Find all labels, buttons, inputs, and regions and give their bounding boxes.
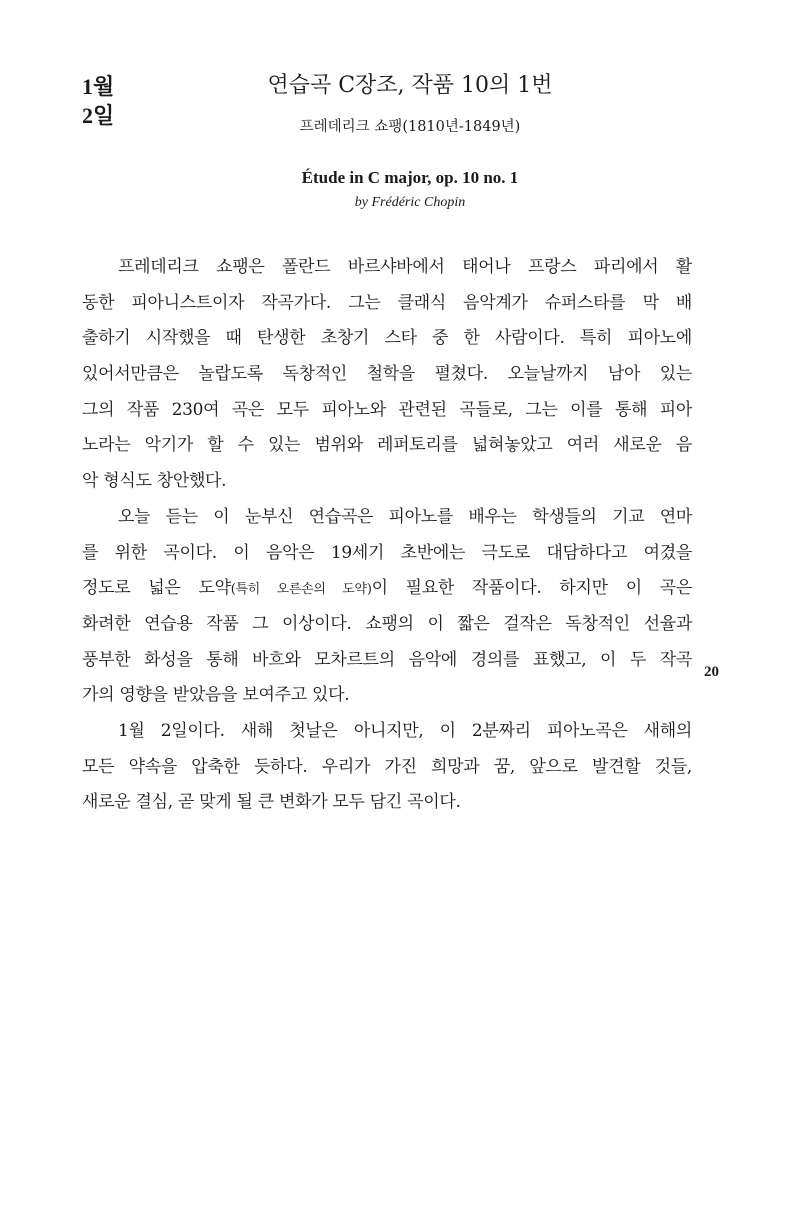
text-line: 프레데리크 쇼팽은 폴란드 바르샤바에서 태어나 프랑스 파리에서 활 [118, 257, 692, 277]
composer-korean-years: (1810년-1849년) [402, 119, 521, 135]
text-line: 악 형식도 창안했다. [82, 471, 227, 492]
date-marker [82, 72, 114, 130]
text-line: 모든 약속을 압축한 듯하다. 우리가 가진 희망과 꿈, 앞으로 발견할 것들, [82, 756, 692, 777]
composer-korean-name: 프레데리크 쇼팽 [299, 119, 403, 135]
date-month: 1월 [82, 74, 115, 99]
text-line: 동한 피아니스트이자 작곡가다. 그는 클래식 음악계가 슈퍼스타를 막 배 [82, 292, 692, 313]
text-line: 를 위한 곡이다. 이 음악은 19세기 초반에는 극도로 대담하다고 여겼을 [82, 542, 692, 563]
text-line: 가의 영향을 받았음을 보여주고 있다. [82, 685, 350, 706]
paragraph-1 [82, 250, 692, 500]
paragraph-3 [82, 714, 692, 821]
text-line: 화려한 연습용 작품 그 이상이다. 쇼팽의 이 짧은 걸작은 독창적인 선율과 [82, 613, 692, 634]
text-line: 풍부한 화성을 통해 바흐와 모차르트의 음악에 경의를 표했고, 이 두 작곡 [82, 649, 692, 670]
text-segment: 정도로 넓은 도약 [82, 578, 231, 599]
page-number: 20 [704, 664, 719, 680]
composer-korean [140, 116, 680, 138]
text-line: 출하기 시작했을 때 탄생한 초창기 스타 중 한 사람이다. 특히 피아노에 [82, 328, 692, 349]
composer-english: by Frédéric Chopin [354, 195, 466, 210]
text-line: 노라는 악기가 할 수 있는 범위와 레퍼토리를 넓혀놓았고 여러 새로운 음 [82, 435, 692, 456]
body-text [82, 250, 692, 821]
text-line: 오늘 듣는 이 눈부신 연습곡은 피아노를 배우는 학생들의 기교 연마 [118, 506, 692, 527]
text-line: 있어서만큼은 놀랍도록 독창적인 철학을 펼쳤다. 오늘날까지 남아 있는 [82, 364, 692, 385]
date-day: 2일 [82, 103, 115, 128]
text-line: 새로운 결심, 곧 맞게 될 큰 변화가 모두 담긴 곡이다. [82, 792, 461, 813]
text-line: 1월 2일이다. 새해 첫날은 아니지만, 이 2분짜리 피아노곡은 새해의 [118, 720, 692, 741]
text-segment: 이 필요한 작품이다. 하지만 이 곡은 [371, 578, 692, 599]
title-korean: 연습곡 C장조, 작품 10의 1번 [267, 73, 553, 98]
parenthetical-note: (특히 오른손의 도약) [230, 582, 372, 598]
title-english: Étude in C major, op. 10 no. 1 [301, 168, 519, 187]
paragraph-2 [82, 500, 692, 714]
text-line: 그의 작품 230여 곡은 모두 피아노와 관련된 곡들로, 그는 이를 통해 피아 [82, 399, 692, 420]
text-line-mixed [82, 571, 692, 607]
